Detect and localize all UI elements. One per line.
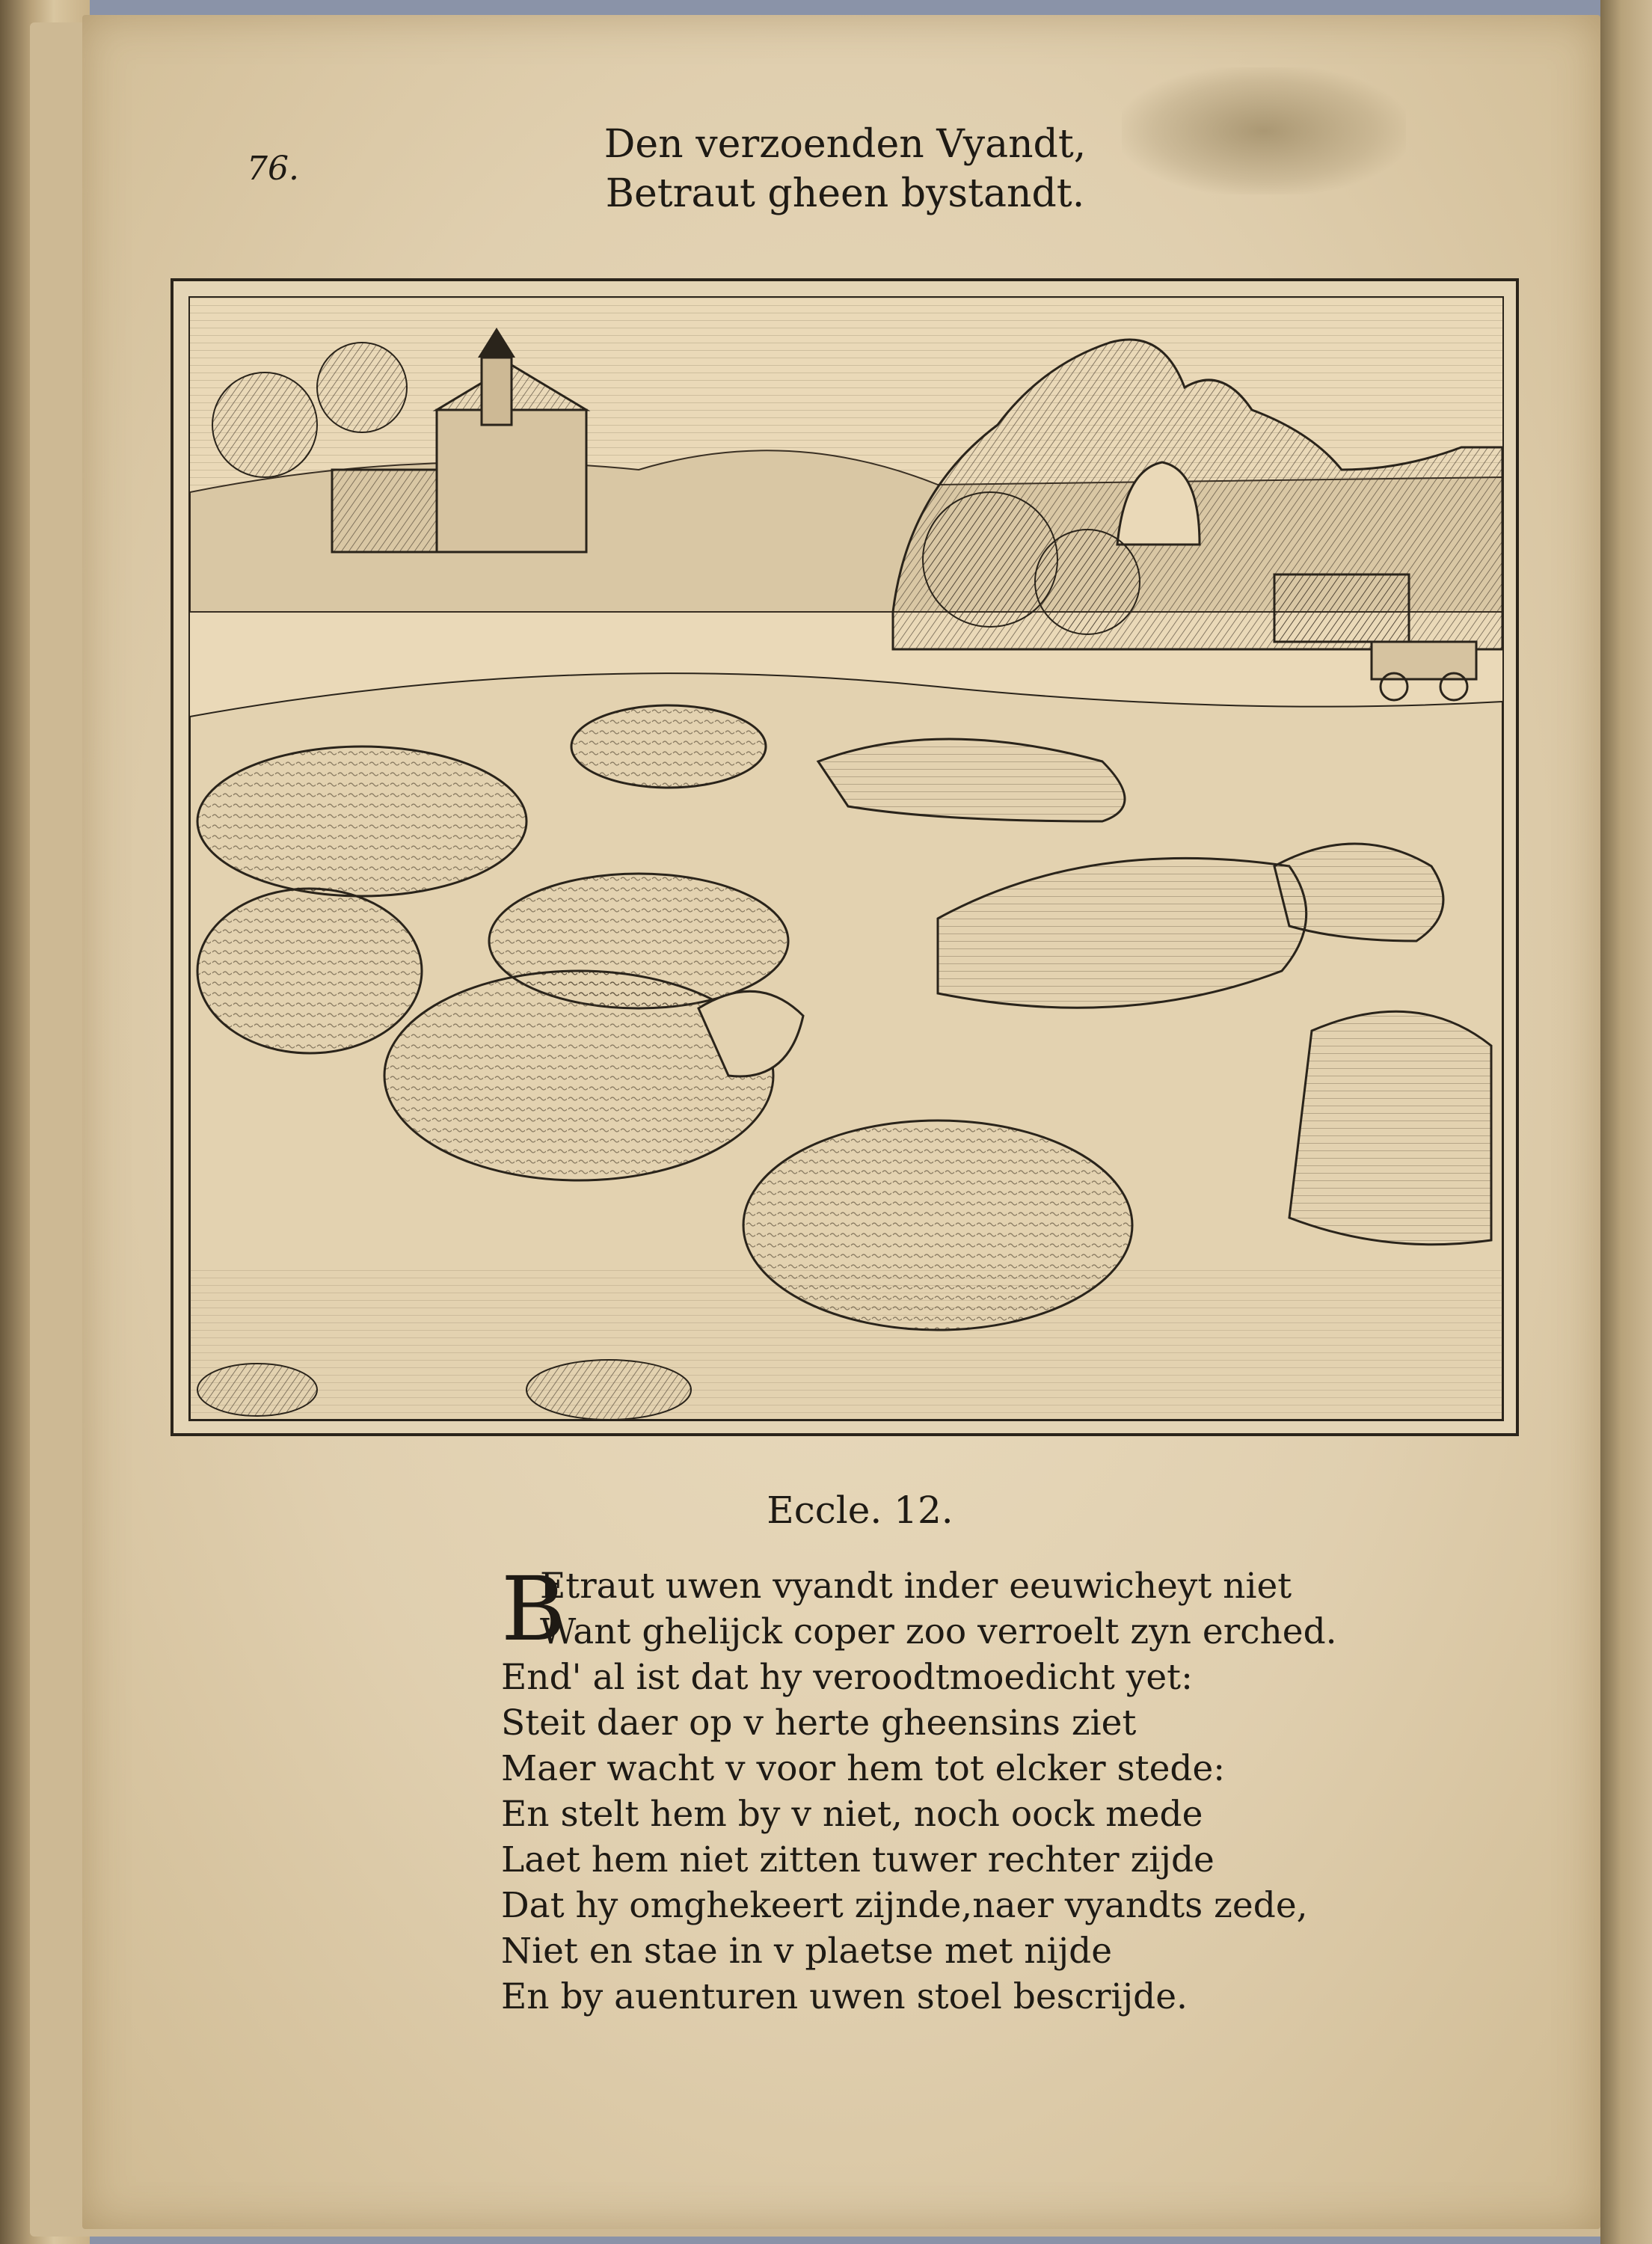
next-page-edge <box>1600 0 1652 2244</box>
poem-line: Laet hem niet zitten tuwer rechter zijde <box>501 1839 1215 1880</box>
page-number: 76. <box>247 150 299 188</box>
poem-line: Maer wacht v voor hem tot elcker stede: <box>501 1748 1226 1789</box>
poem-line: End' al ist dat hy veroodtmoedicht yet: <box>501 1657 1193 1698</box>
engraving-plate <box>171 278 1519 1436</box>
poem-line: Etraut uwen vyandt inder eeuwicheyt niet <box>540 1566 1292 1607</box>
scripture-reference: Eccle. 12. <box>767 1489 954 1532</box>
page-heading <box>523 120 1167 218</box>
heading-line-1: Den verzoenden Vyandt, <box>604 122 1087 167</box>
engraving-drawing <box>190 298 1502 1420</box>
poem-line: Niet en stae in v plaetse met nijde <box>501 1931 1113 1972</box>
poem-line: Steit daer op v herte gheensins ziet <box>501 1702 1137 1744</box>
poem-line: En by auenturen uwen stoel bescrijde. <box>501 1976 1188 2017</box>
engraving-image <box>188 296 1504 1421</box>
heading-line-2: Betraut gheen bystandt. <box>605 171 1085 216</box>
poem-text <box>501 1557 1398 2020</box>
drop-cap: B <box>501 1557 566 1661</box>
poem-line: En stelt hem by v niet, noch oock mede <box>501 1794 1203 1835</box>
poem-line: Want ghelijck coper zoo verroelt zyn erched. <box>540 1611 1337 1652</box>
poem-line: Dat hy omghekeert zijnde,naer vyandts zede, <box>501 1885 1308 1926</box>
